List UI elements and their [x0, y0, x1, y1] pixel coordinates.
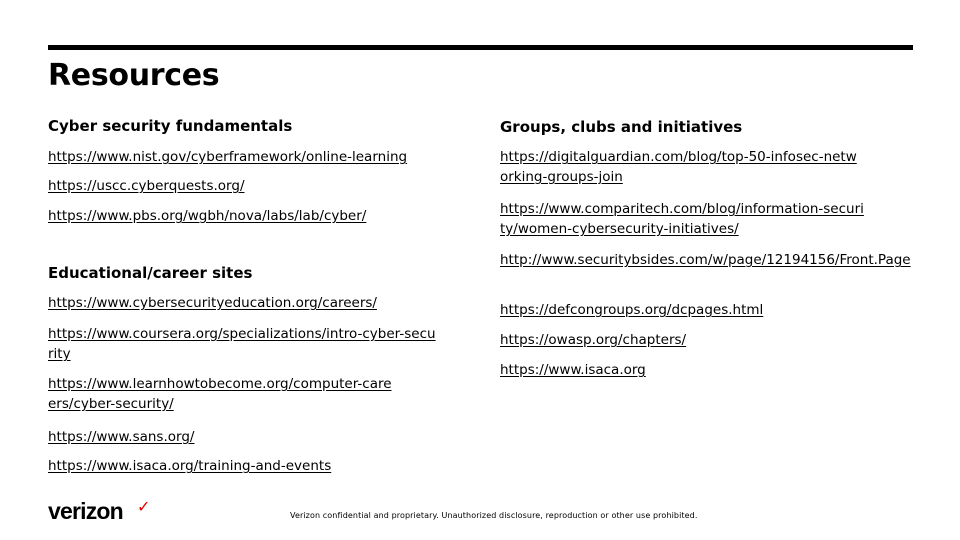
- slide-title: Resources: [48, 58, 220, 93]
- link-cybersecurityeducation[interactable]: https://www.cybersecurityeducation.org/careers/: [48, 295, 377, 311]
- link-defcongroups[interactable]: https://defcongroups.org/dcpages.html: [500, 302, 764, 318]
- link-digitalguardian[interactable]: https://digitalguardian.com/blog/top-50-infosec-networking-groups-join: [500, 149, 857, 185]
- link-pbs[interactable]: https://www.pbs.org/wgbh/nova/labs/lab/cyber/: [48, 208, 367, 224]
- link-owasp[interactable]: https://owasp.org/chapters/: [500, 332, 687, 348]
- verizon-check-icon: ✓: [137, 497, 151, 516]
- link-isaca[interactable]: https://www.isaca.org: [500, 362, 646, 378]
- link-comparitech[interactable]: https://www.comparitech.com/blog/information-security/women-cybersecurity-initiatives/: [500, 201, 864, 237]
- link-isaca-training[interactable]: https://www.isaca.org/training-and-events: [48, 458, 332, 474]
- groups-heading: Groups, clubs and initiatives: [500, 118, 743, 136]
- link-learnhowtobecome[interactable]: https://www.learnhowtobecome.org/computer-careers/cyber-security/: [48, 376, 392, 412]
- link-coursera[interactable]: https://www.coursera.org/specializations/intro-cyber-security: [48, 326, 436, 362]
- top-divider: [48, 45, 913, 50]
- education-heading: Educational/career sites: [48, 264, 253, 282]
- link-sans[interactable]: https://www.sans.org/: [48, 429, 195, 445]
- link-nist[interactable]: https://www.nist.gov/cyberframework/online-learning: [48, 149, 408, 165]
- link-uscc[interactable]: https://uscc.cyberquests.org/: [48, 178, 245, 194]
- verizon-logo: verizon: [48, 498, 123, 524]
- confidentiality-disclaimer: Verizon confidential and proprietary. Unauthorized disclosure, reproduction or other use prohibited.: [290, 511, 698, 520]
- link-securitybsides[interactable]: http://www.securitybsides.com/w/page/12194156/Front.Page: [500, 252, 911, 268]
- fundamentals-heading: Cyber security fundamentals: [48, 117, 293, 135]
